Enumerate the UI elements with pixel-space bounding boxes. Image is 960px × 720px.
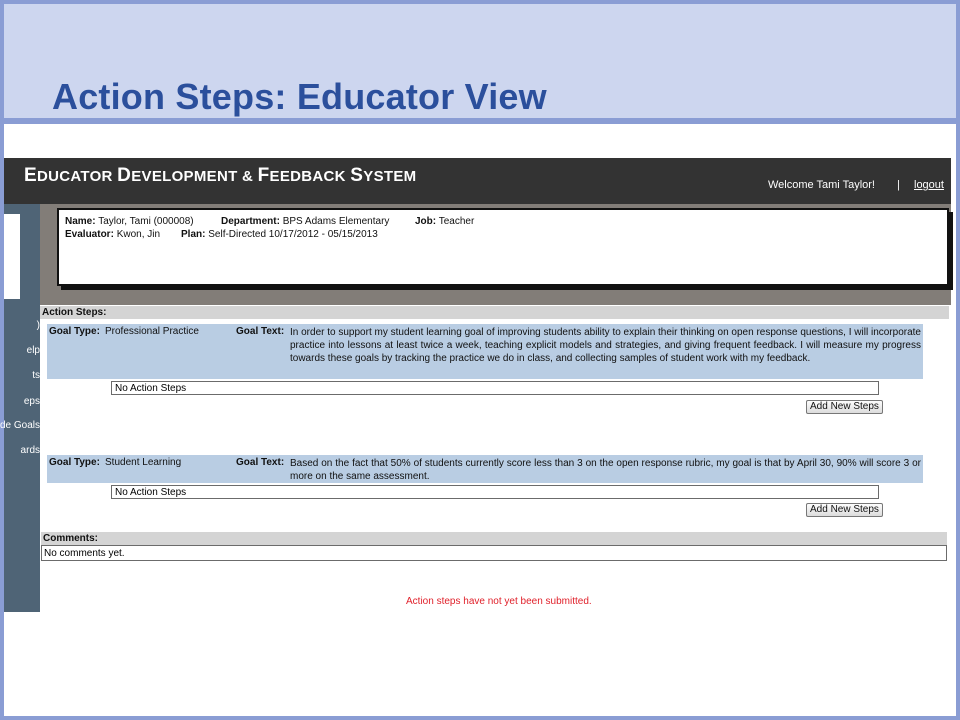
nav-item-help[interactable]: elp [26, 345, 40, 356]
name-field: Name: Taylor, Tami (000008) [65, 216, 194, 227]
logout-link[interactable]: logout [914, 179, 944, 191]
goal-row-professional [47, 324, 923, 379]
app-screenshot [0, 124, 956, 716]
action-steps-list: No Action Steps [111, 485, 879, 499]
submission-status: Action steps have not yet been submitted. [406, 596, 592, 607]
action-steps-header: Action Steps: [40, 306, 949, 319]
app-banner [4, 158, 951, 204]
action-steps-list: No Action Steps [111, 381, 879, 395]
educator-info-card [57, 208, 949, 286]
job-field: Job: Teacher [415, 216, 475, 227]
nav-item-goals[interactable]: de Goals [0, 420, 40, 431]
goal-text-value: In order to support my student learning goal of improving students ability to explain their thinking on open response questions, I will incorporate practice into lessons at least twice a week, teaching explicit models and strategies, and giving frequent feedback. I will measure my progress towards these goals by tracking the practice we do in class, and collecting samples of student work with my feedback. [290, 327, 921, 364]
slide-title: Action Steps: Educator View [52, 76, 547, 117]
header-separator: | [897, 179, 900, 191]
goal-text-value: Based on the fact that 50% of students currently score less than 3 on the open response rubric, my goal is that by April 30, 90% will score 3 or more on the same assessment. [290, 458, 921, 482]
nav-item-action-steps[interactable]: eps [23, 396, 40, 407]
nav-item-3[interactable]: ts [32, 370, 40, 381]
goal-type-value: Professional Practice [105, 326, 199, 337]
app-name: EDUCATOR DEVELOPMENT & FEEDBACK SYSTEM [24, 165, 417, 186]
goal-type-label: Goal Type: [49, 457, 100, 468]
nav-item-1[interactable]: ) [36, 320, 40, 331]
left-nav [0, 204, 40, 612]
goal-text-label: Goal Text: [236, 457, 285, 468]
comments-header: Comments: [41, 532, 947, 545]
add-new-steps-button[interactable]: Add New Steps [806, 400, 883, 414]
welcome-text: Welcome Tami Taylor! [768, 179, 875, 191]
evaluator-field: Evaluator: Kwon, Jin [65, 229, 161, 240]
nav-panel-box [4, 214, 20, 299]
goal-text-label: Goal Text: [236, 326, 285, 337]
slide-header [4, 4, 956, 118]
goal-type-value: Student Learning [105, 457, 182, 468]
department-field: Department: BPS Adams Elementary [221, 216, 390, 227]
goal-type-label: Goal Type: [49, 326, 100, 337]
goal-row-student-learning [47, 455, 923, 483]
add-new-steps-button[interactable]: Add New Steps [806, 503, 883, 517]
nav-item-6[interactable]: ards [20, 445, 40, 456]
plan-field: Plan: Self-Directed 10/17/2012 - 05/15/2013 [181, 229, 378, 240]
comments-box: No comments yet. [41, 545, 947, 561]
